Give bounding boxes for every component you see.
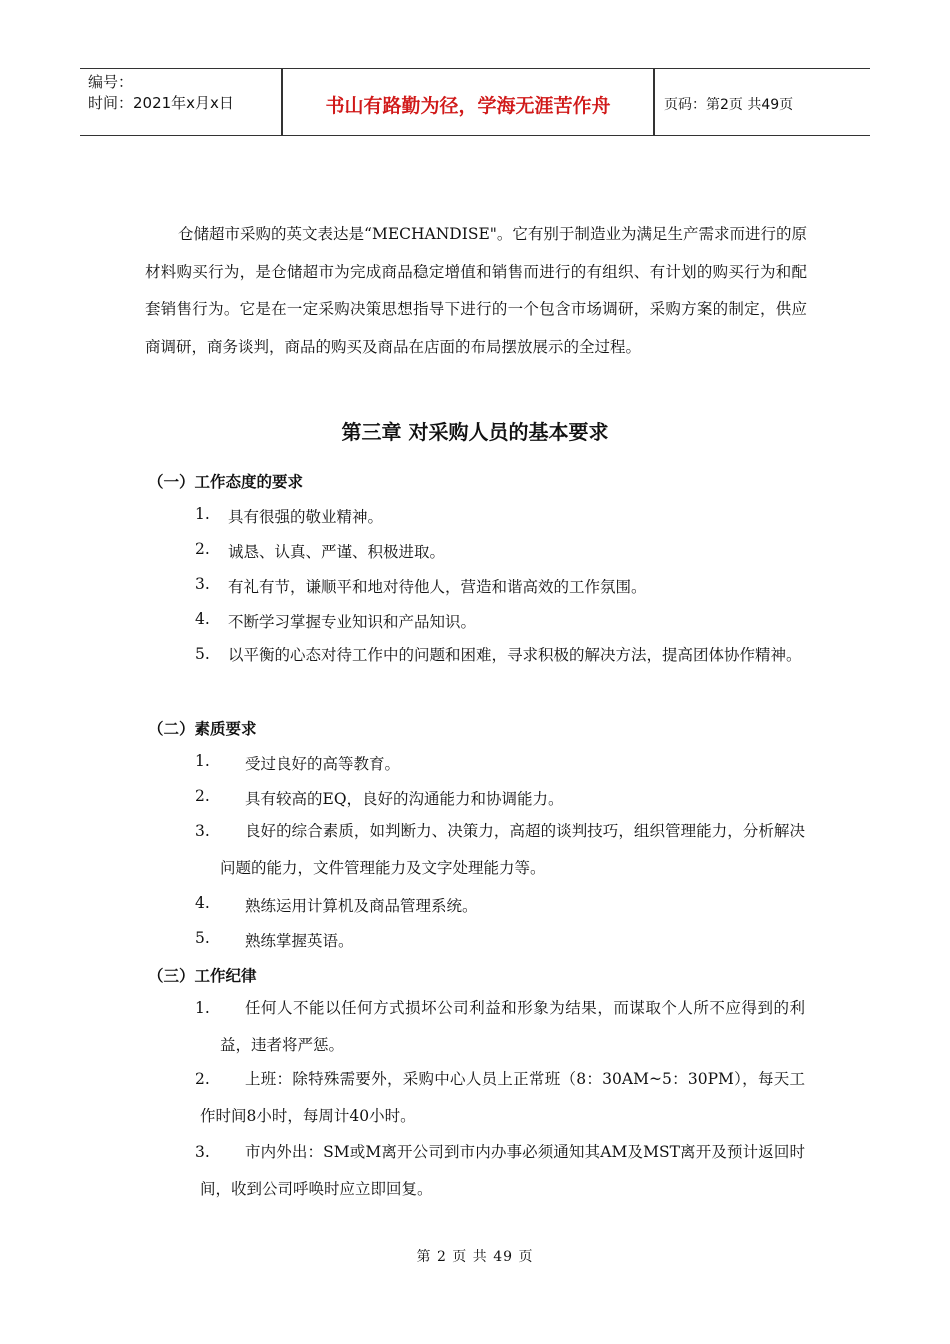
list-item-number: 2. (195, 1070, 210, 1088)
list-item-text: 有礼有节，谦顺平和地对待他人，营造和谐高效的工作氛围。 (228, 578, 647, 596)
list-item-number: 1. (195, 999, 210, 1017)
list-item-text: 以平衡的心态对待工作中的问题和困难，寻求积极的解决方法，提高团体协作精神。 (228, 646, 802, 664)
list-item-number: 3. (195, 1143, 210, 1161)
intro-paragraph: 仓储超市采购的英文表达是“MECHANDISE"。它有别于制造业为满足生产需求而进行的原材料购买行为，是仓储超市为完成商品稳定增值和销售而进行的有组织、有计划的购买行为和配套销售行为。它是在一定采购决策思想指导下进行的一个包含市场调研，采购方案的制定，供应商调研，商务谈判，商品的购买及商品在店面的布局摆放展示的全过程。 (145, 225, 807, 356)
document-header (80, 68, 870, 136)
list-item-number: 2. (195, 787, 210, 805)
list-item-number: 3. (195, 822, 210, 840)
list-item-text: 任何人不能以任何方式损坏公司利益和形象为结果，而谋取个人所不应得到的利益，违者将严惩。 (220, 999, 805, 1054)
list-item-text: 具有较高的EQ，良好的沟通能力和协调能力。 (245, 790, 564, 808)
list-item-text: 不断学习掌握专业知识和产品知识。 (228, 613, 477, 631)
section-title: （三）工作纪律 (148, 967, 257, 985)
chapter-title: 第三章 对采购人员的基本要求 (341, 420, 609, 444)
list-item-text: 受过良好的高等教育。 (245, 755, 401, 773)
list-item-text: 熟练掌握英语。 (245, 932, 354, 950)
header-meta (80, 69, 280, 135)
list-item-text: 良好的综合素质，如判断力、决策力，高超的谈判技巧，组织管理能力，分析解决问题的能力，文件管理能力及文字处理能力等。 (220, 822, 805, 877)
list-item-number: 1. (195, 752, 210, 770)
section-title: （一）工作态度的要求 (148, 473, 304, 491)
list-item-text: 市内外出：SM或M离开公司到市内办事必须通知其AM及MST离开及预计返回时间，收到公司呼唤时应立即回复。 (200, 1143, 805, 1198)
section-title: （二）素质要求 (148, 720, 257, 738)
list-item-text: 诚恳、认真、严谨、积极进取。 (228, 543, 446, 561)
list-item-number: 3. (195, 575, 210, 593)
list-item-text: 上班：除特殊需要外，采购中心人员上正常班（8：30AM~5：30PM），每天工作时间8小时，每周计40小时。 (200, 1070, 805, 1125)
header-motto: 书山有路勤为径，学海无涯苦作舟 (325, 94, 611, 117)
list-item-number: 1. (195, 505, 210, 523)
header-page-info: 页码：第2页 共49页 (664, 97, 794, 113)
list-item-number: 4. (195, 610, 210, 628)
list-item-number: 5. (195, 645, 210, 663)
list-item-number: 2. (195, 540, 210, 558)
list-item-number: 5. (195, 929, 210, 947)
header-date-label: 时间：2021年x月x日 (88, 94, 234, 112)
header-divider (653, 69, 655, 135)
list-item-text: 具有很强的敬业精神。 (228, 508, 384, 526)
list-item-number: 4. (195, 894, 210, 912)
page-footer: 第 2 页 共 49 页 (416, 1249, 534, 1265)
list-item-text: 熟练运用计算机及商品管理系统。 (245, 897, 478, 915)
header-number-label: 编号： (88, 73, 134, 91)
